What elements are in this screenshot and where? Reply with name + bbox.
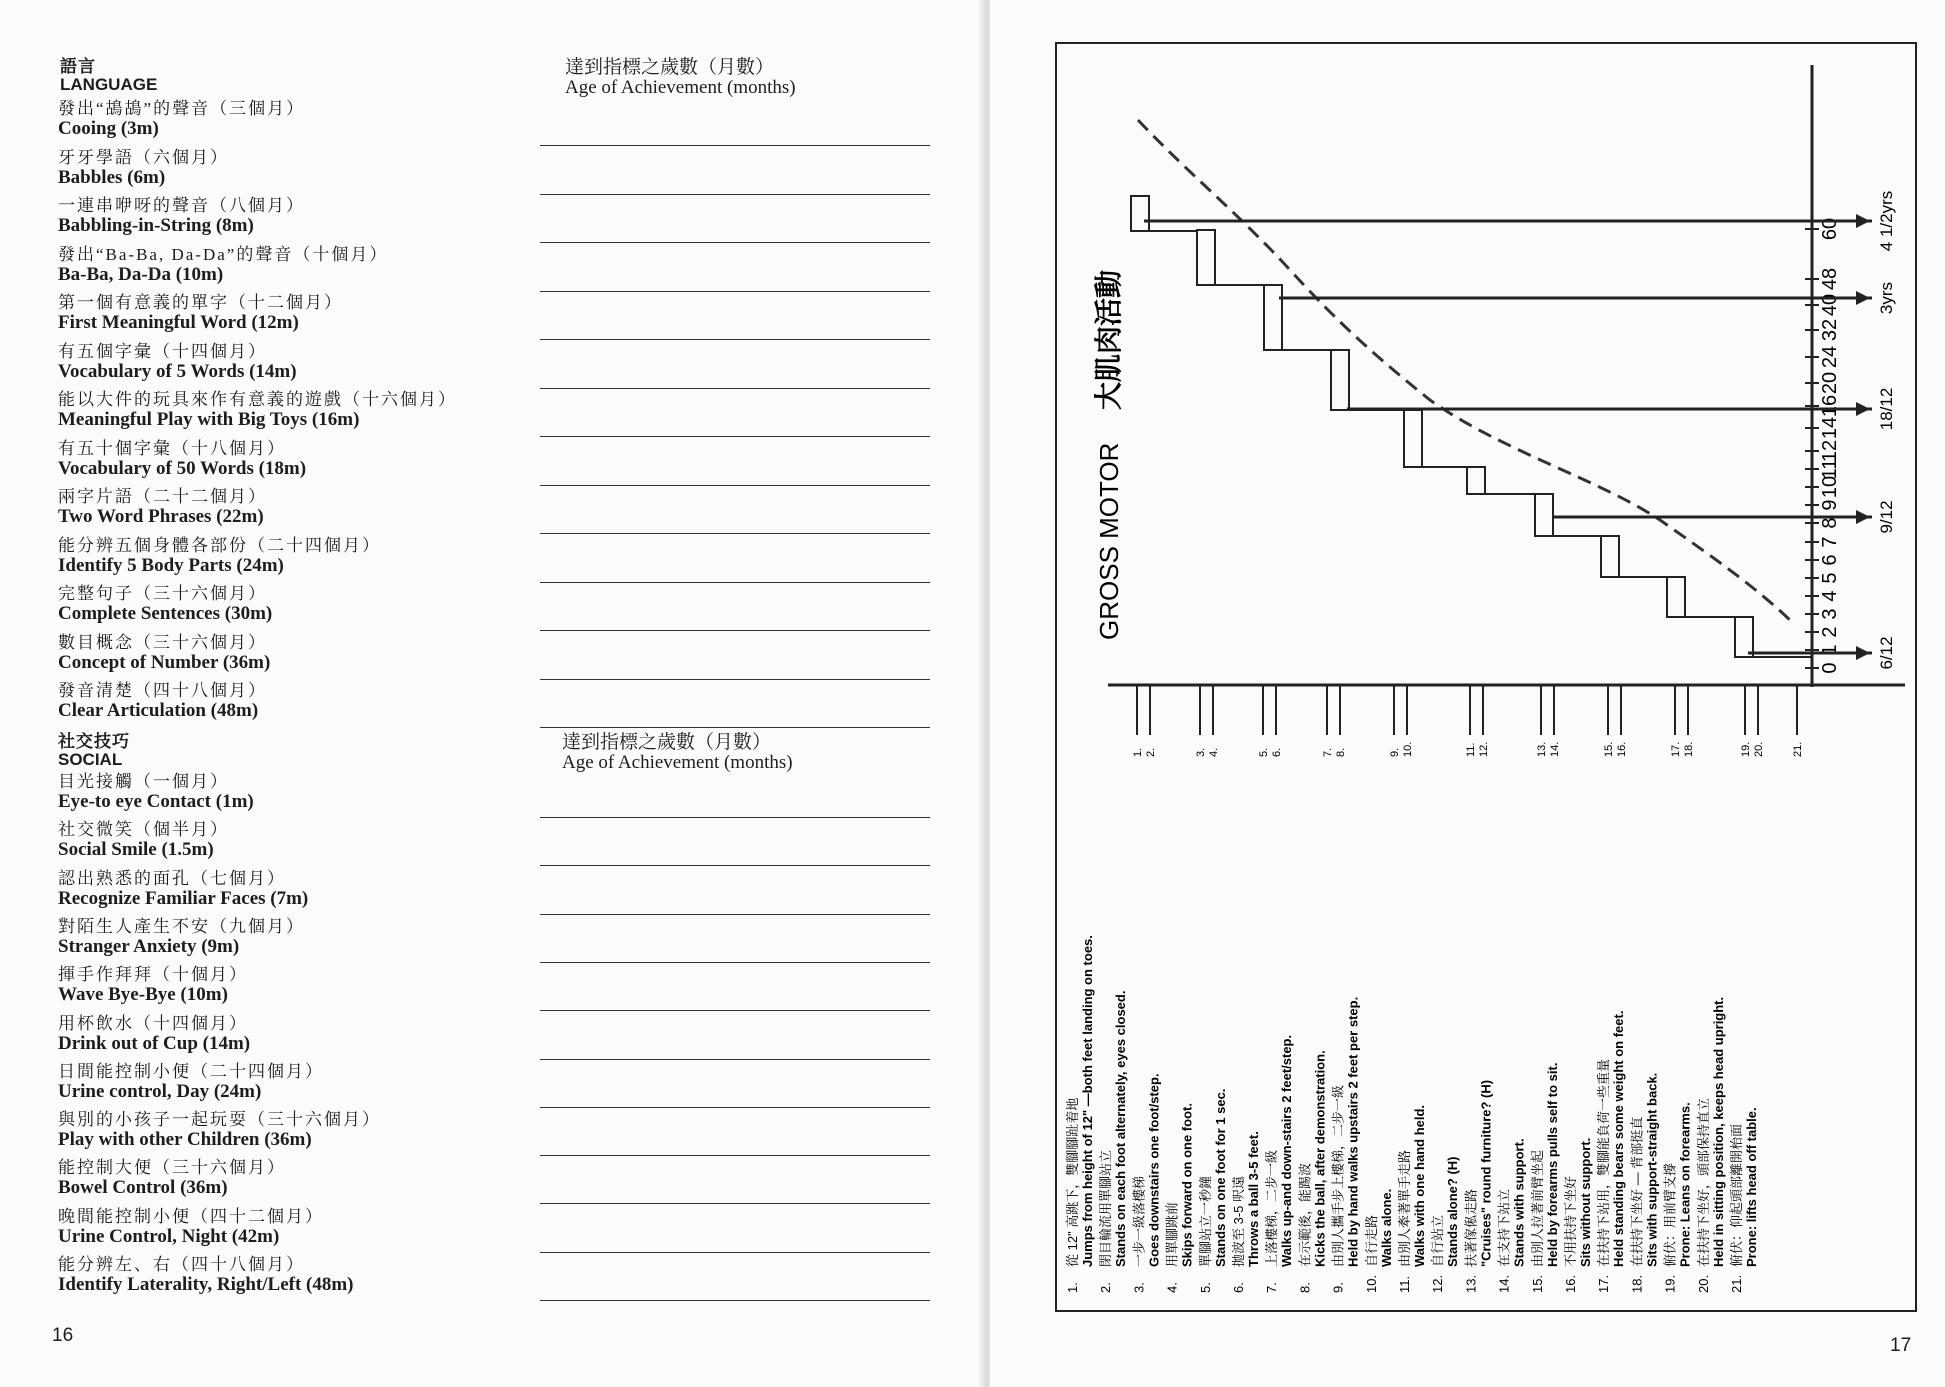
age-marker-label	[1877, 500, 1896, 533]
milestone-step	[1264, 285, 1282, 350]
milestone-number: 3.	[1195, 747, 1207, 757]
milestone-legend	[1065, 935, 1759, 1293]
legend-zh: 扶著傢俬走路	[1463, 1188, 1479, 1267]
milestone-number: 11.	[1465, 742, 1477, 757]
milestone-en: Vocabulary of 5 Words (14m)	[58, 360, 297, 382]
milestone-legend-item	[1297, 1050, 1327, 1293]
milestone-legend-item	[1729, 1107, 1759, 1293]
legend-en: Jumps from height of 12" —both feet landing on toes.	[1080, 935, 1095, 1267]
arrow-head	[1856, 510, 1870, 524]
legend-en: Sits with support-straight back.	[1644, 1072, 1660, 1267]
milestone-zh: 揮手作拜拜（十個月）	[58, 965, 248, 985]
milestone-legend-item	[1629, 1073, 1659, 1293]
milestone-number: 10.	[1402, 741, 1414, 757]
milestone-en: Complete Sentences (30m)	[58, 603, 273, 624]
age-marker-text: 18/12	[1877, 387, 1896, 431]
legend-en: Throws a ball 3-5 feet.	[1246, 1131, 1261, 1267]
legend-number: 14.	[1496, 1274, 1512, 1293]
milestone-zh: 兩字片語（二十二個月）	[58, 487, 267, 506]
month-tick-label: 24	[1819, 345, 1841, 369]
legend-en: "Cruises" round furniture? (H)	[1478, 1079, 1494, 1267]
legend-zh: 由別人牽著單手走路	[1397, 1149, 1412, 1267]
legend-zh: 由別人攜手步上樓梯，二步一級	[1330, 1084, 1346, 1267]
legend-zh: 俯伏：用前臂支撐	[1662, 1162, 1678, 1267]
milestone-en: Meaningful Play with Big Toys (16m)	[58, 409, 360, 430]
milestone-legend-item	[1198, 1089, 1228, 1293]
milestone-step	[1467, 467, 1485, 494]
legend-zh: 自行站立	[1430, 1214, 1446, 1267]
legend-number: 8.	[1297, 1282, 1313, 1293]
milestone-zh: 有五十個字彙（十八個月）	[58, 438, 286, 458]
month-tick-label: 7	[1819, 536, 1841, 548]
milestone-number: 8.	[1335, 747, 1347, 757]
milestone-number: 1.	[1132, 747, 1144, 757]
milestone-en: First Meaningful Word (12m)	[58, 312, 299, 333]
milestone-en: Babbling-in-String (8m)	[58, 215, 254, 236]
language-heading-zh: 語言	[60, 57, 96, 76]
milestone-zh: 發出“鴣鴣”的聲音（三個月）	[58, 99, 306, 118]
milestone-zh: 完整句子（三十六個月）	[58, 584, 267, 603]
chart-axes	[1108, 65, 1905, 687]
legend-number: 7.	[1264, 1282, 1280, 1293]
month-tick-label: 4	[1819, 590, 1841, 602]
milestone-zh: 目光接觸（一個月）	[58, 772, 229, 791]
milestone-step	[1131, 196, 1149, 231]
milestone-en: Ba-Ba, Da-Da (10m)	[58, 263, 224, 285]
milestone-legend-item	[1397, 1105, 1427, 1293]
norm-dashed-curve	[1138, 120, 1795, 625]
legend-number: 19.	[1662, 1274, 1678, 1293]
legend-en: Stands on each foot alternately, eyes closed.	[1113, 990, 1129, 1267]
milestone-legend-item	[1463, 1080, 1493, 1293]
milestone-number: 20.	[1753, 741, 1765, 757]
age-marker-text: 3yrs	[1877, 281, 1896, 315]
milestone-legend-item	[1331, 997, 1361, 1293]
age-header-zh: 達到指標之歲數（月數）	[565, 57, 775, 78]
age-marker-label	[1877, 282, 1896, 314]
page-number: 16	[52, 1325, 74, 1346]
milestone-zh: 有五個字彙（十四個月）	[58, 341, 267, 361]
gross-motor-title-zh: 大肌肉活動	[1093, 269, 1124, 410]
legend-number: 18.	[1629, 1274, 1645, 1293]
milestone-zh: 牙牙學語（六個月）	[58, 147, 229, 167]
milestone-zh: 認出熟悉的面孔（七個月）	[58, 868, 286, 888]
milestone-en: Urine control, Day (24m)	[58, 1080, 262, 1102]
milestone-legend-item	[1065, 935, 1095, 1293]
month-tick-label: 12	[1819, 439, 1841, 463]
milestone-en: Social Smile (1.5m)	[58, 839, 214, 861]
legend-number: 16.	[1563, 1274, 1578, 1293]
milestone-en: Concept of Number (36m)	[58, 651, 271, 673]
milestone-zh: 發音清楚（四十八個月）	[58, 681, 267, 700]
month-tick-label: 48	[1819, 267, 1841, 291]
milestone-en: Clear Articulation (48m)	[58, 700, 259, 721]
legend-number: 6.	[1231, 1282, 1246, 1293]
milestone-legend-item	[1364, 1189, 1394, 1293]
month-tick-label: 16	[1819, 394, 1841, 418]
age-marker-text: 9/12	[1877, 500, 1896, 534]
legend-number: 9.	[1330, 1282, 1346, 1293]
milestone-legend-item	[1165, 1103, 1195, 1293]
legend-zh: 由別人拉著前臂坐起	[1529, 1149, 1545, 1267]
legend-zh: 在示範後，能踢波	[1297, 1162, 1313, 1267]
page-number: 17	[1890, 1335, 1912, 1356]
milestone-number: 16.	[1616, 741, 1628, 757]
milestone-legend-item	[1563, 1138, 1593, 1293]
gross-motor-title-en: GROSS MOTOR	[1094, 442, 1124, 640]
arrow-head	[1856, 402, 1870, 416]
milestone-legend-item	[1696, 997, 1726, 1293]
legend-en: Held by hand walks upstairs 2 feet per step.	[1345, 996, 1361, 1267]
social-heading-en: SOCIAL	[58, 750, 123, 769]
legend-zh: 用單腳跳前	[1164, 1201, 1180, 1267]
legend-zh: 在扶持下坐好，頭部保持直立	[1695, 1097, 1711, 1267]
milestone-zh: 能以大件的玩具來作有意義的遊戲（十六個月）	[58, 390, 457, 409]
legend-number: 2.	[1098, 1282, 1114, 1293]
milestone-number: 18.	[1683, 741, 1695, 757]
milestone-legend-item	[1264, 1035, 1294, 1293]
milestone-zh: 能控制大便（三十六個月）	[58, 1158, 286, 1178]
milestone-number: 12.	[1478, 741, 1490, 757]
milestone-zh: 與別的小孩子一起玩耍（三十六個月）	[58, 1110, 381, 1130]
milestone-number: 13.	[1536, 741, 1548, 757]
legend-en: Prone: lifts head off table.	[1744, 1107, 1759, 1267]
arrow-head	[1856, 291, 1870, 305]
legend-number: 15.	[1529, 1274, 1545, 1293]
milestone-legend-item	[1430, 1156, 1460, 1293]
milestone-en: Recognize Familiar Faces (7m)	[58, 887, 309, 909]
legend-zh: 不用扶持下坐好	[1563, 1175, 1578, 1267]
legend-zh: 在扶持下坐好 — 背部挺直	[1629, 1116, 1645, 1267]
milestone-zh: 用杯飲水（十四個月）	[58, 1013, 248, 1033]
month-tick-label: 3	[1819, 608, 1841, 620]
milestone-zh: 能分辨五個身體各部份（二十四個月）	[58, 535, 381, 555]
legend-en: Held by forearms pulls self to sit.	[1544, 1062, 1560, 1267]
milestone-number: 2.	[1145, 747, 1157, 757]
month-ticks	[1805, 218, 1841, 674]
month-tick-label: 10	[1819, 475, 1841, 499]
milestone-zh: 一連串咿呀的聲音（八個月）	[58, 196, 305, 215]
age-marker-label	[1877, 191, 1896, 251]
age-marker-text: 4 1/2yrs	[1877, 190, 1896, 252]
milestone-legend-item	[1530, 1063, 1560, 1293]
milestone-number-tabs	[1132, 685, 1804, 757]
age-marker-text: 6/12	[1877, 636, 1896, 670]
milestone-en: Stranger Anxiety (9m)	[58, 935, 240, 957]
legend-en: Prone: Leans on forearms.	[1677, 1102, 1693, 1267]
legend-zh: 拋波至 3-5 呎遠	[1231, 1175, 1246, 1267]
month-tick-label: 11	[1819, 458, 1841, 480]
gross-motor-title	[1093, 270, 1124, 640]
milestone-legend-item	[1098, 991, 1128, 1293]
legend-zh: 上落樓梯，二步一級	[1264, 1149, 1280, 1267]
milestone-zh: 社交微笑（個半月）	[58, 820, 229, 840]
legend-en: Kicks the ball, after demonstration.	[1312, 1050, 1328, 1267]
milestone-number: 7.	[1322, 747, 1334, 757]
legend-en: Skips forward on one foot.	[1179, 1103, 1195, 1267]
milestone-step	[1601, 536, 1619, 577]
legend-en: Held standing bears some weight on feet.	[1611, 1010, 1627, 1267]
milestone-number: 17.	[1670, 741, 1682, 757]
milestone-en: Play with other Children (36m)	[58, 1129, 312, 1151]
milestone-number: 14.	[1549, 741, 1561, 757]
arrow-head	[1856, 214, 1870, 228]
social-heading-zh: 社交技巧	[58, 732, 130, 751]
month-tick-label: 9	[1819, 499, 1841, 511]
legend-zh: 從 12" 高跳下，雙腳腳趾着地	[1065, 1097, 1080, 1267]
legend-en: Stands on one foot for 1 sec.	[1212, 1088, 1228, 1267]
legend-en: Goes downstairs one foot/step.	[1146, 1073, 1162, 1267]
legend-number: 3.	[1131, 1282, 1147, 1293]
milestone-en: Identify 5 Body Parts (24m)	[58, 554, 284, 576]
age-marker-label	[1877, 388, 1896, 431]
milestone-number: 21.	[1792, 741, 1804, 757]
legend-en: Stands with support.	[1511, 1138, 1527, 1267]
milestone-en: Bowel Control (36m)	[58, 1177, 228, 1199]
legend-number: 12.	[1430, 1274, 1446, 1293]
milestone-zh: 第一個有意義的單字（十二個月）	[58, 293, 343, 312]
legend-zh: 單腳站立一秒鐘	[1197, 1175, 1213, 1267]
milestone-steps	[1131, 196, 1812, 657]
age-marker-label	[1877, 636, 1896, 669]
month-tick-label: 5	[1819, 572, 1841, 584]
month-tick-label: 20	[1819, 371, 1841, 395]
milestone-number: 15.	[1603, 741, 1615, 757]
milestone-number: 6.	[1271, 747, 1283, 757]
milestone-number: 9.	[1389, 747, 1401, 757]
legend-number: 17.	[1596, 1274, 1612, 1293]
milestone-en: Urine Control, Night (42m)	[58, 1225, 280, 1247]
age-header-en: Age of Achievement (months)	[565, 77, 796, 98]
legend-number: 4.	[1164, 1282, 1180, 1293]
legend-zh: 在扶持下站用，雙腳能負荷一些重量	[1596, 1058, 1612, 1267]
legend-en: Walks alone.	[1378, 1188, 1394, 1267]
milestone-legend-item	[1663, 1102, 1693, 1293]
milestone-zh: 發出“Ba-Ba, Da-Da”的聲音（十個月）	[58, 244, 389, 264]
legend-zh: 在支持下站立	[1496, 1188, 1512, 1267]
legend-en: Sits without support.	[1578, 1137, 1593, 1267]
legend-number: 11.	[1397, 1275, 1412, 1293]
month-tick-label: 1	[1819, 644, 1841, 656]
age-header-zh: 達到指標之歲數（月數）	[562, 732, 772, 753]
milestone-en: Two Word Phrases (22m)	[58, 506, 264, 527]
legend-en: Walks up-and down-stairs 2 feet/step.	[1279, 1034, 1295, 1267]
milestone-en: Vocabulary of 50 Words (18m)	[58, 457, 307, 479]
month-tick-label: 0	[1819, 662, 1841, 674]
legend-en: Walks with one hand held.	[1412, 1104, 1427, 1267]
milestone-zh: 對陌生人產生不安（九個月）	[58, 916, 305, 936]
milestone-legend-item	[1596, 1011, 1626, 1293]
legend-number: 13.	[1463, 1274, 1479, 1293]
legend-en: Stands alone? (H)	[1445, 1156, 1461, 1267]
month-tick-label: 2	[1819, 626, 1841, 638]
milestone-legend-item	[1497, 1138, 1527, 1293]
age-markers	[1144, 191, 1896, 670]
legend-zh: 閉目輪流用單腳站立	[1098, 1149, 1114, 1267]
legend-number: 21.	[1729, 1274, 1744, 1293]
language-heading-en: LANGUAGE	[60, 75, 158, 94]
arrow-head	[1856, 646, 1870, 660]
legend-en: Held in sitting position, keeps head upright.	[1710, 996, 1726, 1267]
milestone-step	[1404, 410, 1422, 467]
month-tick-label: 14	[1819, 416, 1841, 440]
legend-number: 10.	[1363, 1274, 1379, 1293]
legend-number: 20.	[1695, 1274, 1711, 1293]
legend-zh: 一步一級落樓梯	[1131, 1175, 1147, 1267]
milestone-legend-item	[1131, 1073, 1161, 1293]
age-header-en: Age of Achievement (months)	[562, 752, 793, 773]
milestone-number: 5.	[1258, 747, 1270, 757]
milestone-number: 4.	[1208, 747, 1220, 757]
milestone-zh: 能分辨左、右（四十八個月）	[58, 1255, 305, 1274]
legend-zh: 自行走路	[1363, 1214, 1379, 1267]
milestone-legend-item	[1231, 1131, 1261, 1293]
month-tick-label: 8	[1819, 517, 1841, 529]
milestone-en: Wave Bye-Bye (10m)	[58, 984, 228, 1006]
month-tick-label: 6	[1819, 554, 1841, 566]
milestone-step	[1331, 350, 1349, 410]
month-tick-label: 40	[1819, 293, 1841, 317]
milestone-number: 19.	[1740, 741, 1752, 757]
milestone-step	[1667, 577, 1685, 617]
milestone-en: Drink out of Cup (14m)	[58, 1032, 251, 1054]
month-tick-label: 60	[1819, 217, 1841, 241]
milestone-en: Identify Laterality, Right/Left (48m)	[58, 1274, 354, 1295]
legend-number: 5.	[1197, 1282, 1213, 1293]
milestone-step	[1735, 617, 1753, 657]
legend-number: 1.	[1065, 1282, 1080, 1293]
milestone-en: Eye-to eye Contact (1m)	[58, 791, 254, 812]
milestone-step	[1197, 230, 1215, 285]
milestone-zh: 晚間能控制小便（四十二個月）	[58, 1206, 324, 1226]
milestone-en: Babbles (6m)	[58, 166, 166, 188]
legend-zh: 俯伏：仰起頭部離開枱面	[1729, 1123, 1744, 1267]
norm-curve	[1138, 120, 1795, 625]
milestone-step	[1535, 494, 1553, 536]
milestone-zh: 日間能控制小便（二十四個月）	[58, 1061, 324, 1081]
month-tick-label: 32	[1819, 318, 1841, 342]
milestone-en: Cooing (3m)	[58, 118, 159, 139]
milestone-zh: 數目概念（三十六個月）	[58, 632, 267, 652]
